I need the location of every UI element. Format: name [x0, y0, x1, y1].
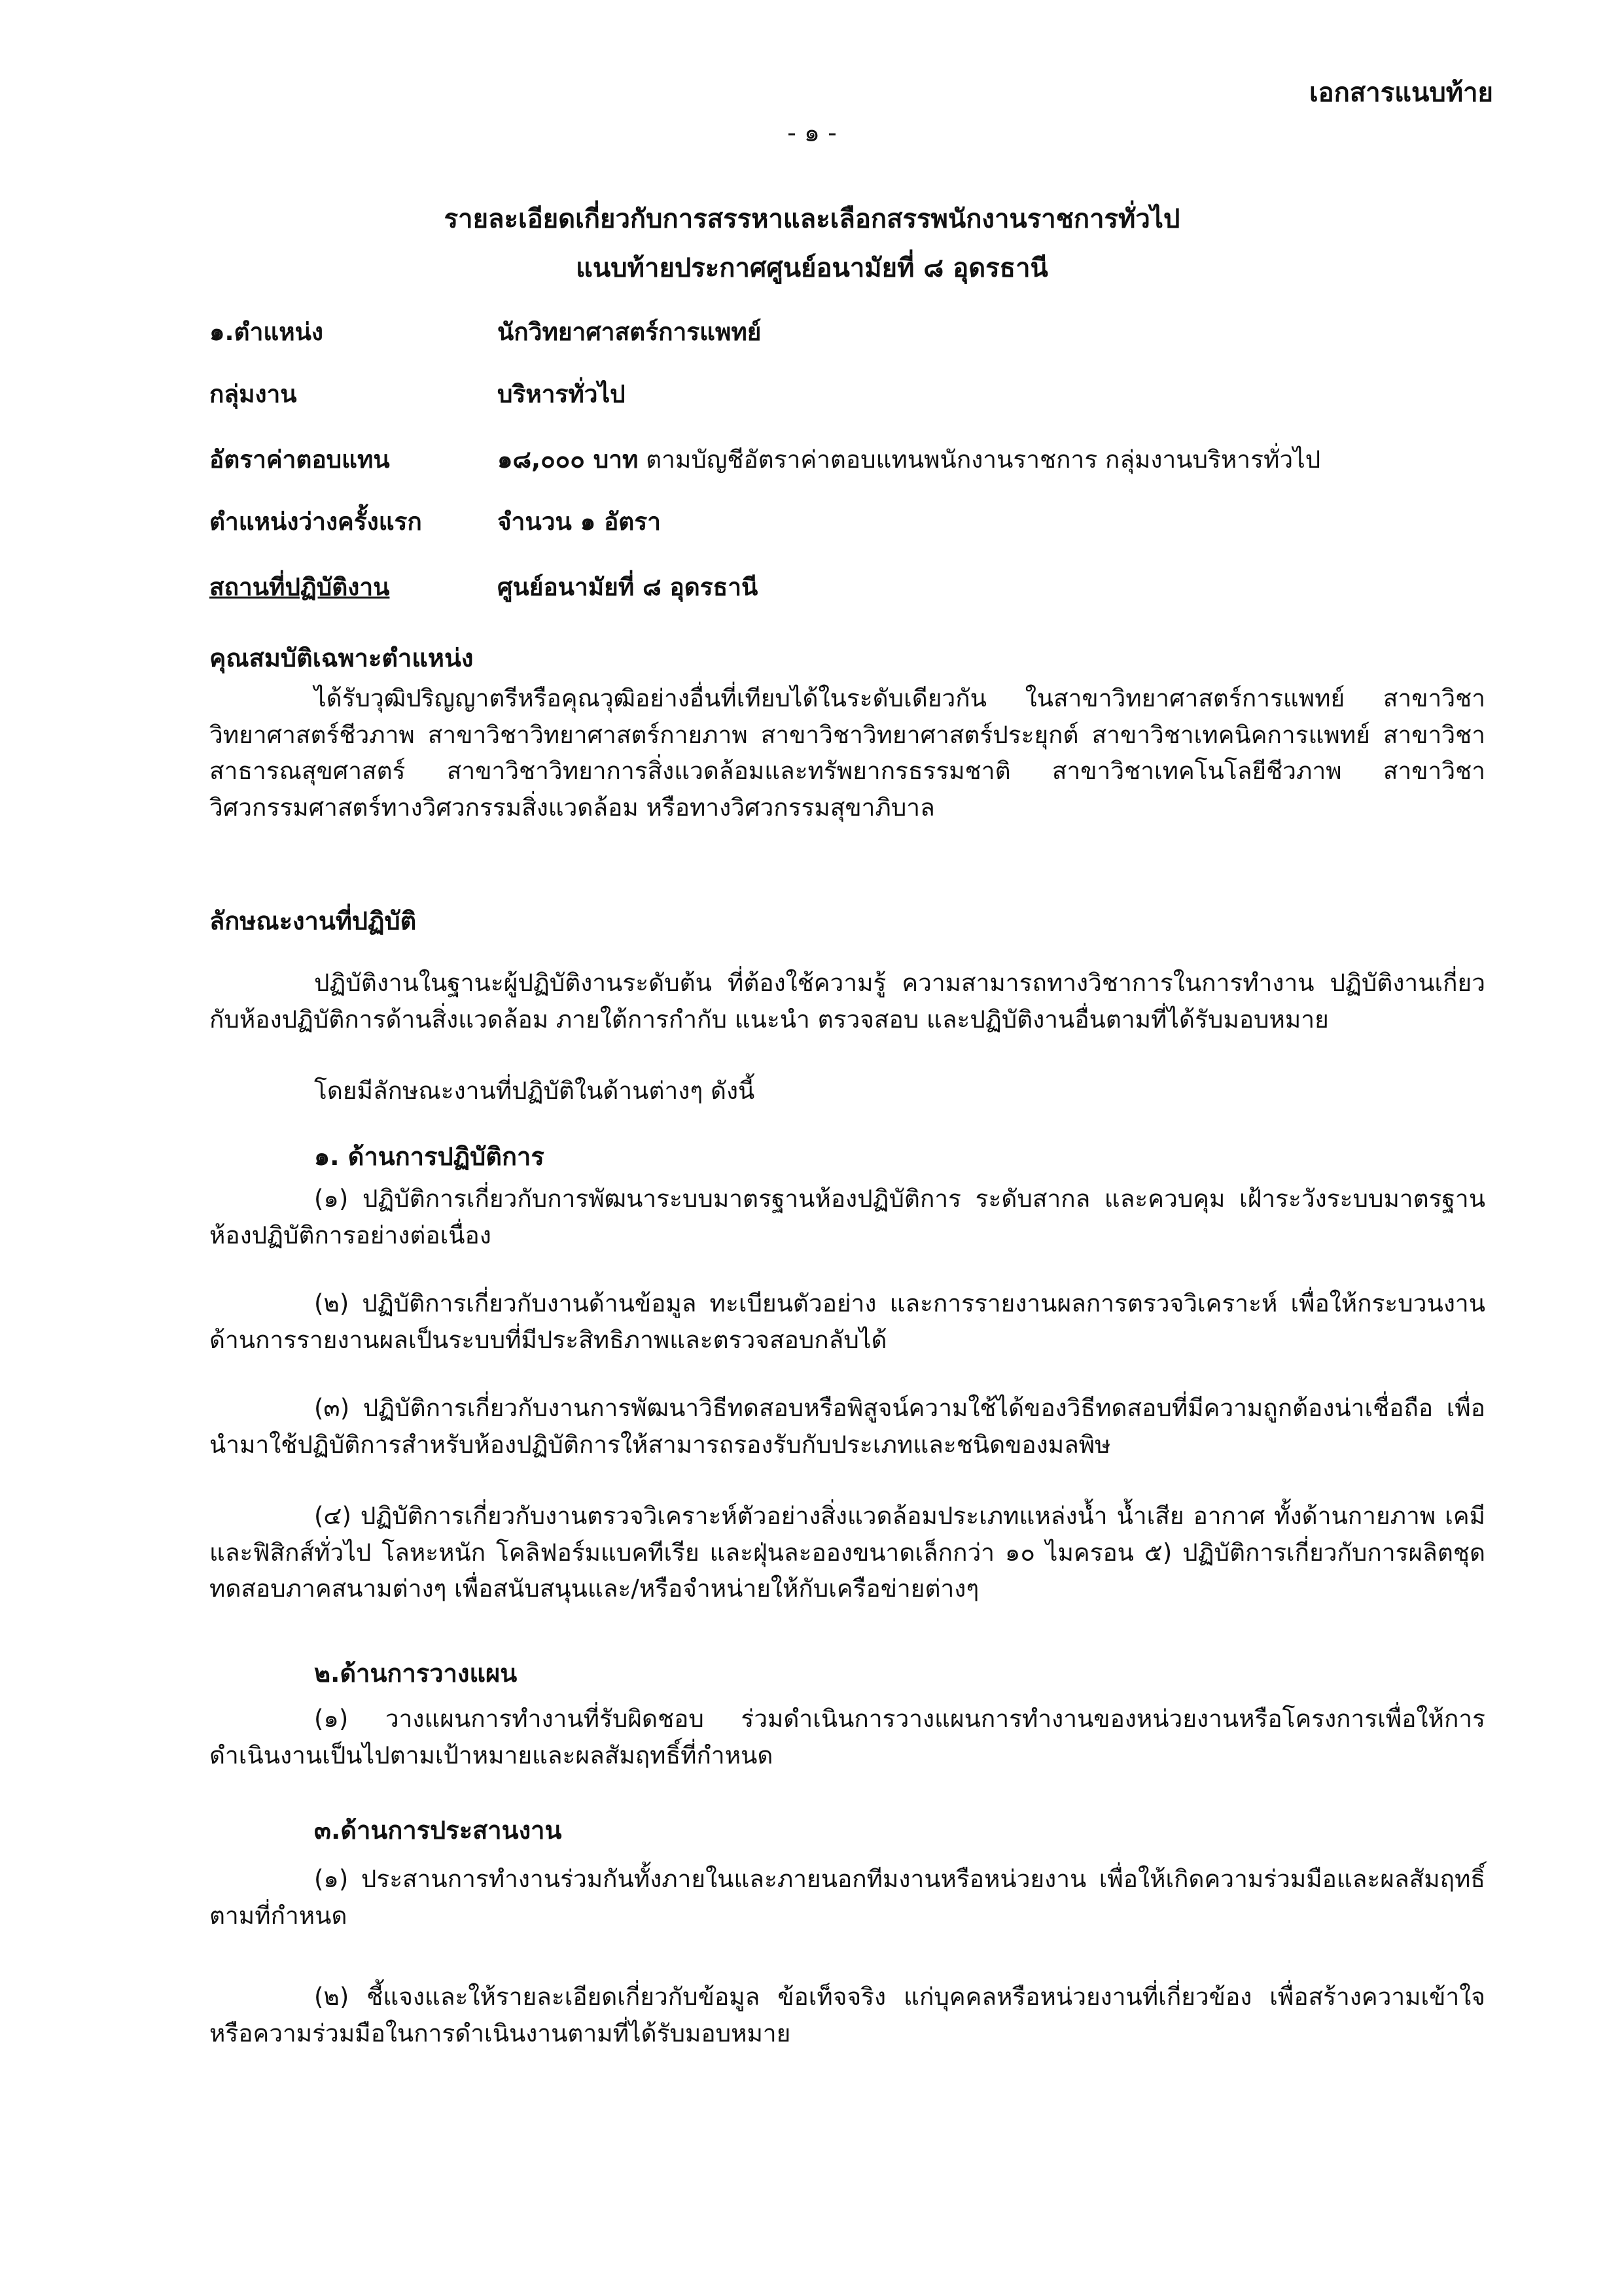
duties-intro: ปฏิบัติงานในฐานะผู้ปฏิบัติงานระดับต้น ที่ต้องใช้ความรู้ ความสามารถทางวิชาการในการทำงาน ปฏิบัติงานเกี่ยวกับห้องปฏิบัติการด้านสิ่งแวดล้อม ภายใต้การกำกับ แนะนำ ตรวจสอบ และปฏิบัติงานอื่นตามที่ได้รับมอบหมาย	[209, 969, 1485, 1034]
info-row-salary	[209, 442, 1485, 481]
document-title: รายละเอียดเกี่ยวกับการสรรหาและเลือกสรรพนักงานราชการทั่วไป	[444, 204, 1180, 234]
list-item: (๔) ปฏิบัติการเกี่ยวกับงานตรวจวิเคราะห์ตัวอย่างสิ่งแวดล้อมประเภทแหล่งน้ำ น้ำเสีย อากาศ ทั้งด้านกายภาพ เคมีและฟิสิกส์ทั่วไป โลหะหนัก โคลิฟอร์มแบคทีเรีย และฝุ่นละอองขนาดเล็กกว่า ๑๐ ไมครอน ๕) ปฏิบัติการเกี่ยวกับการผลิตชุดทดสอบภาคสนามต่างๆ เพื่อสนับสนุนและ/หรือจำหน่ายให้กับเครือข่ายต่างๆ	[209, 1502, 1485, 1603]
list-item: (๑) ปฏิบัติการเกี่ยวกับการพัฒนาระบบมาตรฐานห้องปฏิบัติการ ระดับสากล และควบคุม เฝ้าระวังระบบมาตรฐานห้องปฏิบัติการอย่างต่อเนื่อง	[209, 1185, 1485, 1249]
list-item: (๑) วางแผนการทำงานที่รับผิดชอบ ร่วมดำเนินการวางแผนการทำงานของหน่วยงานหรือโครงการเพื่อให้การดำเนินงานเป็นไปตามเป้าหมายและผลสัมฤทธิ์ที่กำหนด	[209, 1705, 1485, 1769]
qualifications-text: ได้รับวุฒิปริญญาตรีหรือคุณวุฒิอย่างอื่นที่เทียบได้ในระดับเดียวกัน ในสาขาวิทยาศาสตร์การแพทย์ สาขาวิชาวิทยาศาสตร์ชีวภาพ สาขาวิชาวิทยาศาสตร์กายภาพ สาขาวิชาวิทยาศาสตร์ประยุกต์ สาขาวิชาเทคนิคการแพทย์ สาขาวิชาสาธารณสุขศาสตร์ สาขาวิชาวิทยาการสิ่งแวดล้อมและทรัพยากรธรรมชาติ สาขาวิชาเทคโนโลยีชีวภาพ สาขาวิชาวิศวกรรมศาสตร์ทางวิศวกรรมสิ่งแวดล้อม หรือทางวิศวกรรมสุขาภิบาล	[209, 684, 1485, 822]
info-label: กลุ่มงาน	[209, 380, 297, 408]
info-row-group	[209, 376, 1485, 415]
annex-label: เอกสารแนบท้าย	[1309, 78, 1493, 108]
info-row-position	[209, 314, 1485, 353]
info-label: อัตราค่าตอบแทน	[209, 445, 390, 474]
info-row-vacancy	[209, 504, 1485, 543]
info-value: นักวิทยาศาสตร์การแพทย์	[497, 318, 762, 346]
qualifications-heading: คุณสมบัติเฉพาะตำแหน่ง	[209, 644, 474, 672]
info-value: ศูนย์อนามัยที่ ๘ อุดรธานี	[497, 573, 758, 601]
info-row-workplace	[209, 569, 1485, 608]
duties-heading: ลักษณะงานที่ปฏิบัติ	[209, 907, 417, 935]
info-value: จำนวน ๑ อัตรา	[497, 508, 661, 536]
info-label: สถานที่ปฏิบัติงาน	[209, 573, 390, 601]
info-label: ตำแหน่งว่างครั้งแรก	[209, 508, 422, 536]
salary-description: ตามบัญชีอัตราค่าตอบแทนพนักงานราชการ กลุ่มงานบริหารทั่วไป	[646, 445, 1321, 474]
page-number: - ๑ -	[787, 118, 837, 147]
section-title-coordination: ๓.ด้านการประสานงาน	[314, 1816, 562, 1845]
info-value: บริหารทั่วไป	[497, 380, 626, 408]
section-title-operations: ๑. ด้านการปฏิบัติการ	[314, 1142, 544, 1171]
salary-amount: ๑๘,๐๐๐ บาท	[497, 445, 639, 474]
info-label: ๑.ตำแหน่ง	[209, 318, 323, 346]
document-subtitle: แนบท้ายประกาศศูนย์อนามัยที่ ๘ อุดรธานี	[576, 253, 1048, 283]
info-value	[497, 442, 1320, 478]
section-title-planning: ๒.ด้านการวางแผน	[314, 1659, 518, 1688]
list-item: (๒) ปฏิบัติการเกี่ยวกับงานด้านข้อมูล ทะเบียนตัวอย่าง และการรายงานผลการตรวจวิเคราะห์ เพื่อให้กระบวนงานด้านการรายงานผลเป็นระบบที่มีประสิทธิภาพและตรวจสอบกลับได้	[209, 1289, 1485, 1354]
list-item: (๑) ประสานการทำงานร่วมกันทั้งภายในและภายนอกทีมงานหรือหน่วยงาน เพื่อให้เกิดความร่วมมือและผลสัมฤทธิ์ตามที่กำหนด	[209, 1865, 1485, 1930]
list-item: (๓) ปฏิบัติการเกี่ยวกับงานการพัฒนาวิธีทดสอบหรือพิสูจน์ความใช้ได้ของวิธีทดสอบที่มีความถูกต้องน่าเชื่อถือ เพื่อนำมาใช้ปฏิบัติการสำหรับห้องปฏิบัติการให้สามารถรองรับกับประเภทและชนิดของมลพิษ	[209, 1394, 1485, 1459]
list-item: (๒) ชี้แจงและให้รายละเอียดเกี่ยวกับข้อมูล ข้อเท็จจริง แก่บุคคลหรือหน่วยงานที่เกี่ยวข้อง เพื่อสร้างความเข้าใจหรือความร่วมมือในการดำเนินงานตามที่ได้รับมอบหมาย	[209, 1983, 1485, 2047]
duties-lead: โดยมีลักษณะงานที่ปฏิบัติในด้านต่างๆ ดังนี้	[314, 1077, 755, 1105]
